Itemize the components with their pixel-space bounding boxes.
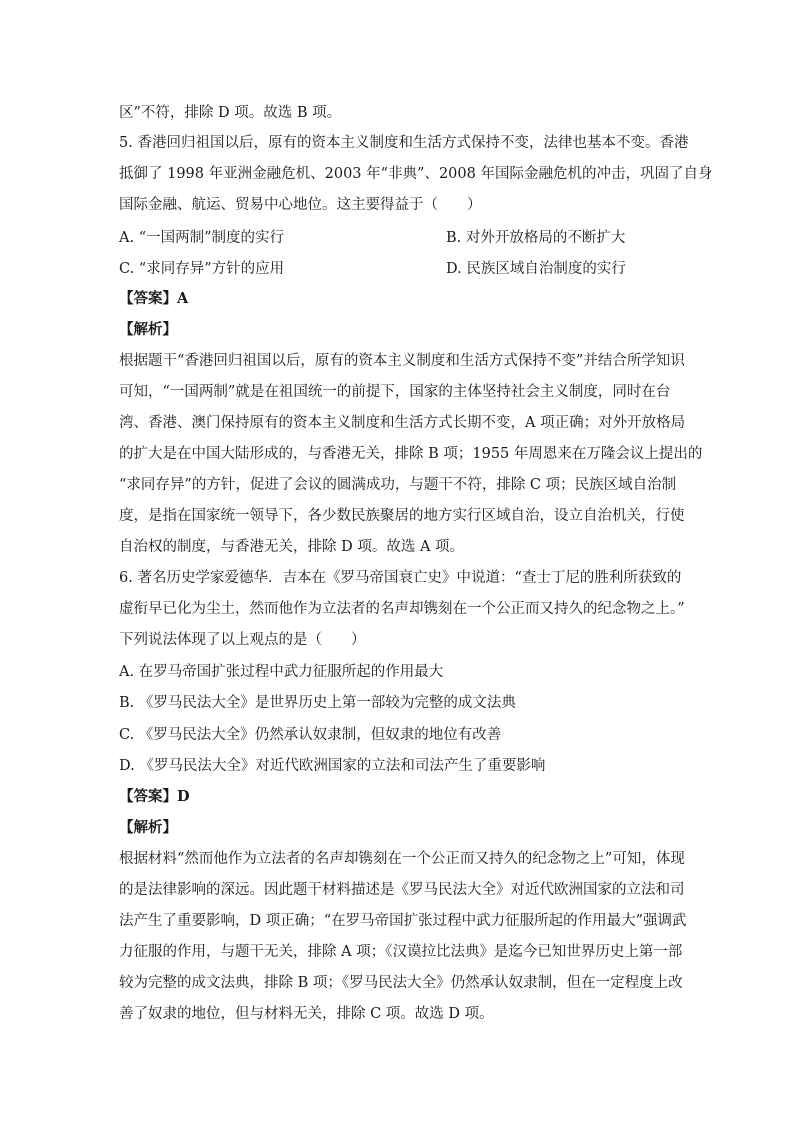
- q5-option-a: A. “一国两制”制度的实行: [119, 230, 285, 246]
- q5-analysis-line-5: “求同存异”的方针，促进了会议的圆满成功，与题干不符，排除 C 项；民族区域自治制: [119, 477, 677, 493]
- q6-analysis-label: 【解析】: [119, 819, 177, 836]
- q5-answer: 【答案】A: [119, 290, 189, 307]
- q5-option-d: D. 民族区域自治制度的实行: [446, 261, 626, 277]
- prev-question-tail: 区”不符，排除 D 项。故选 B 项。: [119, 105, 342, 121]
- q6-analysis-line-6: 善了奴隶的地位，但与材料无关，排除 C 项。故选 D 项。: [119, 1006, 494, 1022]
- q5-analysis-label: 【解析】: [119, 321, 177, 338]
- q5-analysis-line-6: 度，是指在国家统一领导下，各少数民族聚居的地方实行区域自治，设立自治机关，行使: [119, 508, 685, 524]
- q5-analysis-line-4: 的扩大是在中国大陆形成的，与香港无关，排除 B 项；1955 年周恩来在万隆会议上提出的: [119, 446, 703, 462]
- q5-analysis-line-1: 根据题干“香港回归祖国以后，原有的资本主义制度和生活方式保持不变”并结合所学知识: [119, 353, 685, 369]
- q6-analysis-line-2: 的是法律影响的深远。因此题干材料描述是《罗马民法大全》对近代欧洲国家的立法和司: [119, 882, 685, 898]
- q6-analysis-line-1: 根据材料“然而他作为立法者的名声却镌刻在一个公正而又持久的纪念物之上”可知，体现: [119, 851, 685, 867]
- q5-analysis-line-2: 可知，“一国两制”就是在祖国统一的前提下，国家的主体坚持社会主义制度，同时在台: [119, 384, 671, 400]
- q6-option-d: D. 《罗马民法大全》对近代欧洲国家的立法和司法产生了重要影响: [119, 758, 546, 774]
- q6-option-a: A. 在罗马帝国扩张过程中武力征服所起的作用最大: [119, 664, 444, 680]
- q5-analysis-line-7: 自治权的制度，与香港无关，排除 D 项。故选 A 项。: [119, 539, 465, 555]
- q5-option-c: C. “求同存异”方针的应用: [119, 261, 285, 277]
- q6-analysis-line-3: 法产生了重要影响，D 项正确；“在罗马帝国扩张过程中武力征服所起的作用最大”强调武: [119, 913, 687, 929]
- q6-answer: 【答案】D: [119, 788, 190, 805]
- q6-stem-line-3: 下列说法体现了以上观点的是（ ）: [119, 632, 366, 648]
- q5-stem-line-1: 5. 香港回归祖国以后，原有的资本主义制度和生活方式保持不变，法律也基本不变。香港: [119, 135, 689, 151]
- q5-stem-line-3: 国际金融、航运、贸易中心地位。这主要得益于（ ）: [119, 197, 482, 213]
- q6-analysis-line-4: 力征服的作用，与题干无关，排除 A 项；《汉谟拉比法典》是迄今已知世界历史上第一部: [119, 944, 683, 960]
- q5-option-b: B. 对外开放格局的不断扩大: [446, 230, 626, 246]
- q6-option-b: B. 《罗马民法大全》是世界历史上第一部较为完整的成文法典: [119, 695, 516, 711]
- q5-stem-line-2: 抵御了 1998 年亚洲金融危机、2003 年“非典”、2008 年国际金融危机的冲击，巩固了自身: [119, 166, 713, 182]
- q6-analysis-line-5: 较为完整的成文法典，排除 B 项；《罗马民法大全》仍然承认奴隶制，但在一定程度上改: [119, 975, 683, 991]
- q6-stem-line-2: 虚衔早已化为尘土，然而他作为立法者的名声却镌刻在一个公正而又持久的纪念物之上。”: [119, 601, 685, 617]
- q5-analysis-line-3: 湾、香港、澳门保持原有的资本主义制度和生活方式长期不变，A 项正确；对外开放格局: [119, 415, 686, 431]
- q6-option-c: C. 《罗马民法大全》仍然承认奴隶制，但奴隶的地位有改善: [119, 727, 502, 743]
- q6-stem-line-1: 6. 著名历史学家爱德华．吉本在《罗马帝国衰亡史》中说道：“查士丁尼的胜利所获致的: [119, 570, 682, 586]
